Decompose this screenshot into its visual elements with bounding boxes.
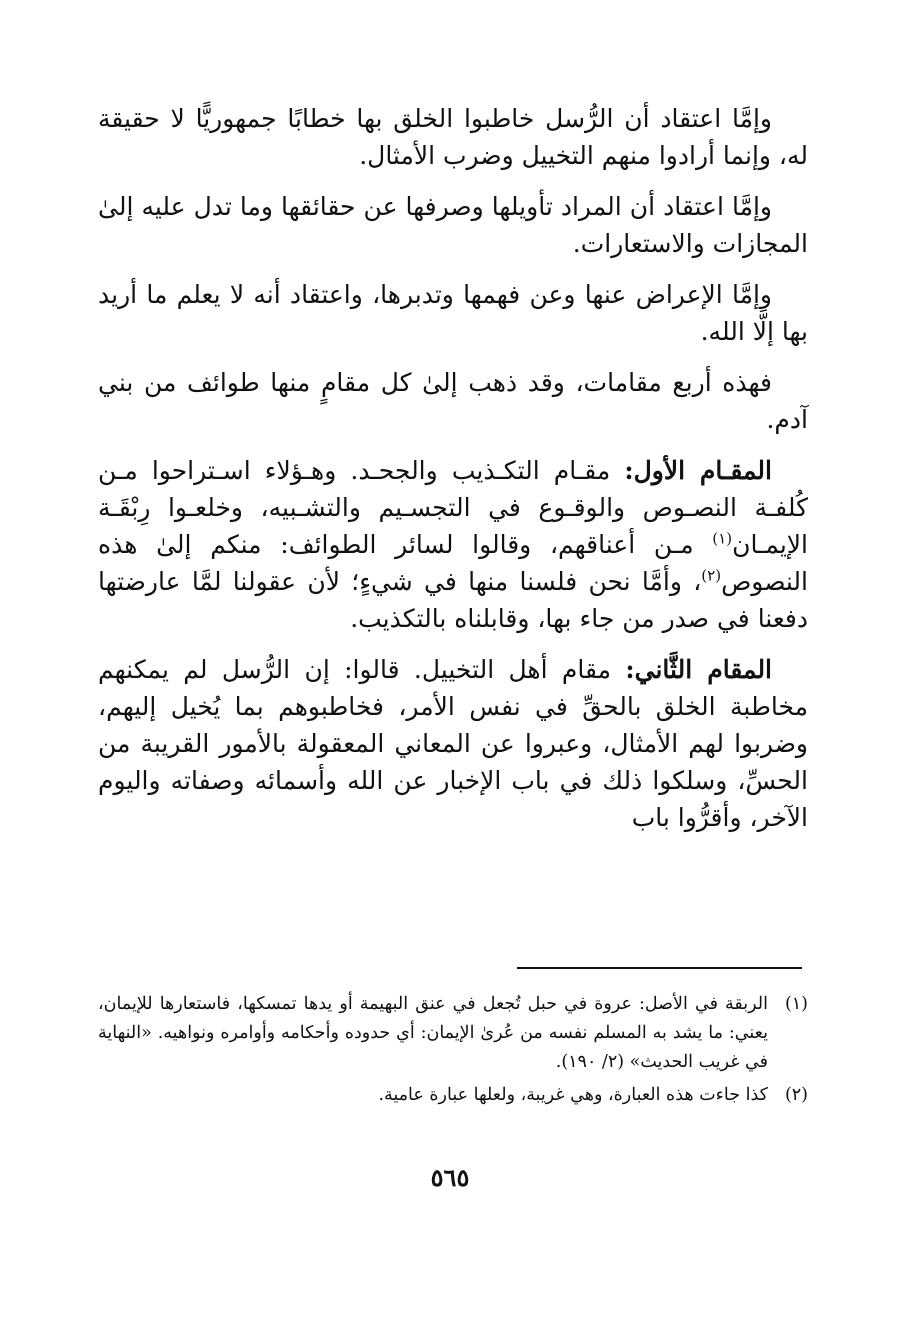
footnote-1-number: (١) <box>784 994 808 1014</box>
paragraph-four-maqamat: فهذه أربع مقامات، وقد ذهب إلىٰ كل مقامٍ منها طوائف من بني آدم. <box>98 368 808 434</box>
maqam-first-text-2: مـن أعناقهم، وقالوا لسائر الطوائف: منكم إلىٰ هذه النصوص <box>98 530 808 596</box>
footnote-1-text: الربقة في الأصل: عروة في حبل تُجعل في عنق البهيمة أو يدها تمسكها، فاستعارها للإيمان، يعني: ما يشد به المسلم نفسه من عُرىٰ الإيمان: أي حدوده وأحكامه وأوامره ونواهيه. «النهاية في غريب الحديث» (٢/ ١٩٠). <box>98 994 768 1072</box>
footnote-2-text: كذا جاءت هذه العبارة، وهي غريبة، ولعلها عبارة عامية. <box>378 1085 768 1105</box>
footnote-ref-1[interactable]: (١) <box>712 529 733 548</box>
maqam-first-text-3: ، وأمَّا نحن فلسنا منها في شيءٍ؛ لأن عقولنا لمَّا عارضتها دفعنا في صدر من جاء بها، وقابلناه بالتكذيب. <box>98 567 808 633</box>
footnote-1 <box>98 990 808 1077</box>
footnote-divider <box>517 967 802 969</box>
maqam-first-heading: المقـام الأول: <box>624 456 772 485</box>
paragraph-maqam-second <box>98 651 808 836</box>
maqam-first-text-1: مقـام التكـذيب والجحـد. وهـؤلاء اسـتراحوا مـن كُلفـة النصـوص والوقـوع في التجسـيم والتشـبيه، وخلعـوا رِبْقَـة الإيمـان <box>98 456 808 559</box>
page-number: ٥٦٥ <box>430 1163 470 1192</box>
maqam-second-text: مقام أهل التخييل. قالوا: إن الرُّسل لم يمكنهم مخاطبة الخلق بالحقِّ في نفس الأمر، فخاطبوهم بما يُخيل إليهم، وضربوا لهم الأمثال، وعبروا عن المعاني المعقولة بالأمور القريبة من الحسِّ، وسلكوا ذلك في باب الإخبار عن الله وأسمائه وصفاته واليوم الآخر، وأقرُّوا باب <box>98 655 808 832</box>
paragraph-tawil: وإمَّا اعتقاد أن المراد تأويلها وصرفها عن حقائقها وما تدل عليه إلىٰ المجازات والاستعارات. <box>98 192 808 258</box>
footnote-ref-2[interactable]: (٢) <box>701 566 722 585</box>
footnote-2 <box>98 1081 808 1110</box>
maqam-second-heading: المقام الثَّاني: <box>625 655 773 684</box>
paragraph-rusul-khitab: وإمَّا اعتقاد أن الرُّسل خاطبوا الخلق بها خطابًا جمهوريًّا لا حقيقة له، وإنما أرادوا منهم التخييل وضرب الأمثال. <box>98 104 808 170</box>
footnote-2-number: (٢) <box>784 1085 808 1105</box>
paragraph-iraad: وإمَّا الإعراض عنها وعن فهمها وتدبرها، واعتقاد أنه لا يعلم ما أريد بها إلَّا الله. <box>98 280 808 346</box>
paragraph-maqam-first <box>98 452 808 637</box>
main-text <box>98 100 808 850</box>
footnotes <box>98 990 808 1114</box>
